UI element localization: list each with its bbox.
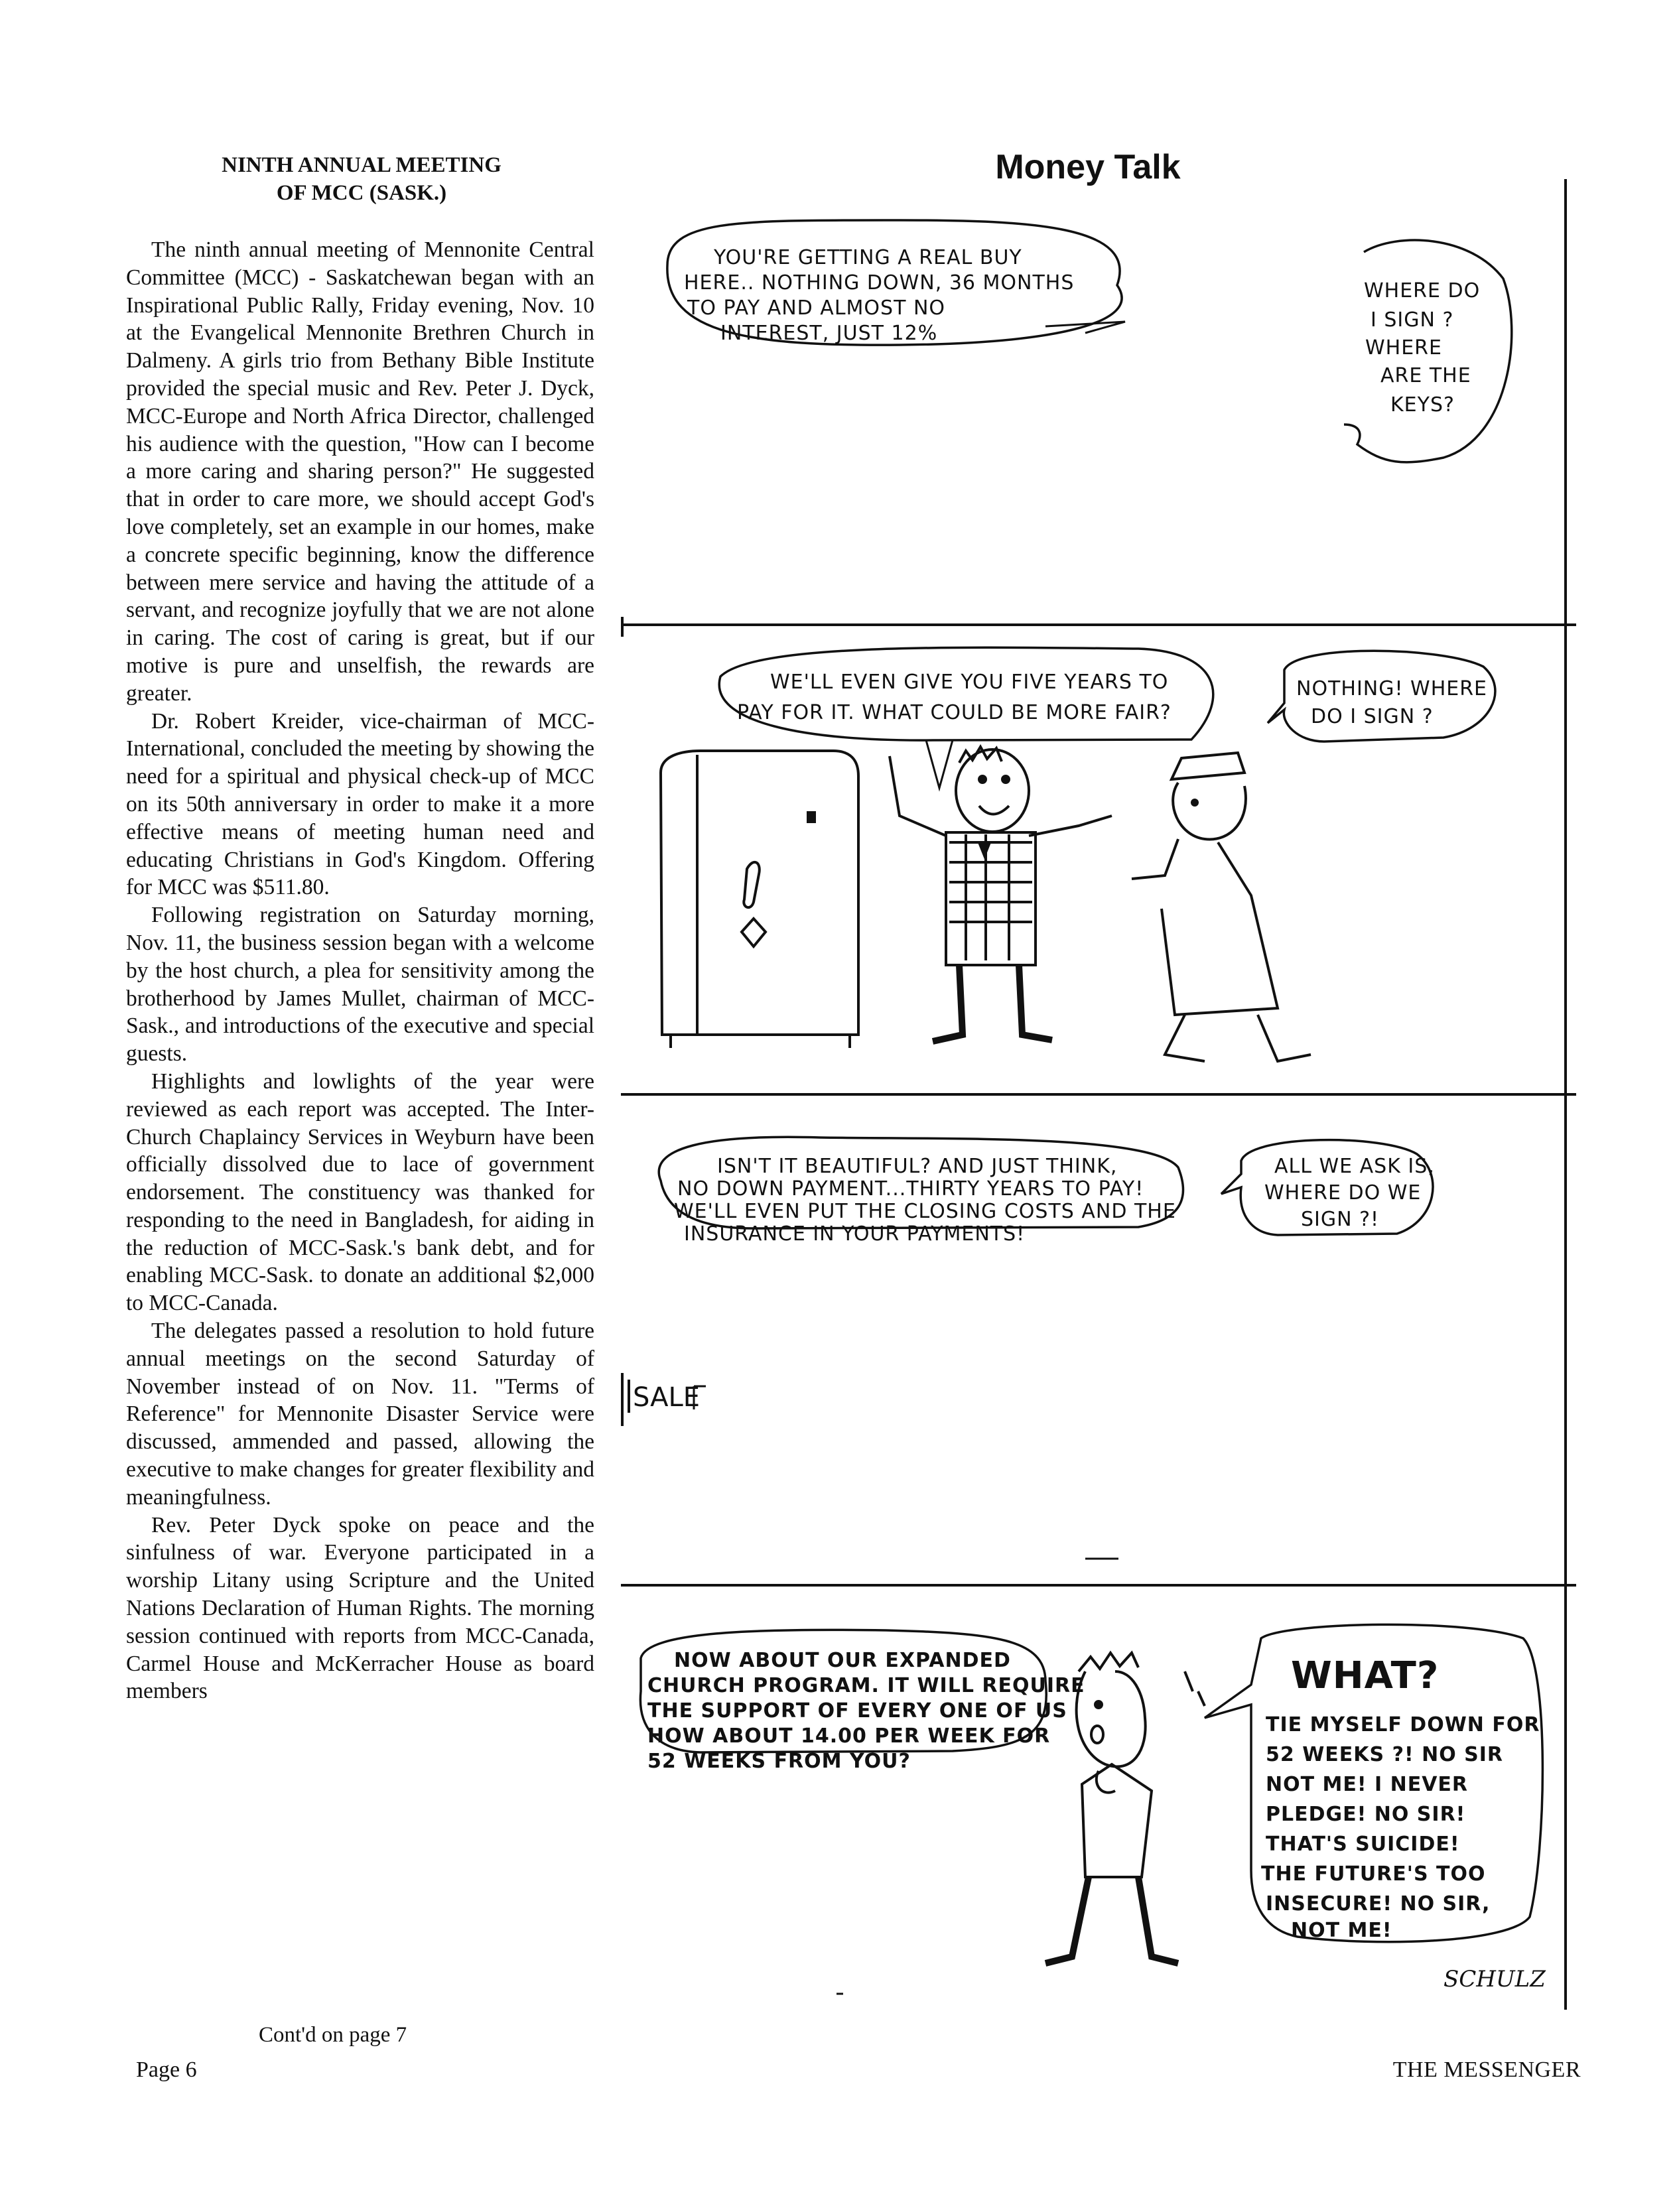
comic-strip <box>621 179 1576 2010</box>
artist-signature: SCHULZ <box>1443 1966 1546 1992</box>
article-paragraph: Following registration on Saturday morning, Nov. 11, the business session began with a welcome by the host church, a plea for sensitivity among the brotherhood by James Mullet, chairman of MCC-Sask., and introductions of the executive and special guests. <box>126 903 594 1067</box>
article-paragraph: Highlights and lowlights of the year were reviewed as each report was accepted. The Inter-Church Chaplaincy Services in Weyburn have been officially dissolved due to lace of government endorsement. The constituency was thanked for responding to the need in Bangladesh, for aiding in the reduction of MCC-Sask.'s bank debt, and for enabling MCC-Sask. to donate an additional $2,000 to MCC-Canada. <box>126 1069 594 1316</box>
bubble-line: YOU'RE GETTING A REAL BUY <box>714 246 1022 269</box>
bubble-line: NOT ME! <box>1291 1919 1392 1942</box>
bubble-line: CHURCH PROGRAM. IT WILL REQUIRE <box>647 1674 1085 1697</box>
bubble-line: TO PAY AND ALMOST NO <box>687 296 945 320</box>
bubble-line: WE'LL EVEN GIVE YOU FIVE YEARS TO <box>770 671 1169 694</box>
bubble-line: ARE THE <box>1380 364 1471 387</box>
bubble-line: WHERE DO <box>1364 279 1481 302</box>
bubble-line: DO I SIGN ? <box>1311 705 1434 728</box>
salesman-drawing <box>890 747 1112 1041</box>
customer-drawing <box>1132 753 1311 1061</box>
panel-2 <box>661 647 1495 1061</box>
bubble-line: INSECURE! NO SIR, <box>1266 1892 1491 1916</box>
bubble-line: NOT ME! I NEVER <box>1266 1773 1469 1796</box>
panel-3 <box>629 1137 1435 1559</box>
comic-title: Money Talk <box>995 148 1181 186</box>
refrigerator-drawing <box>661 751 858 1048</box>
nervous-man-drawing <box>1045 1653 1205 1963</box>
bubble-line: NO DOWN PAYMENT...THIRTY YEARS TO PAY! <box>677 1177 1144 1201</box>
bubble-line: TIE MYSELF DOWN FOR <box>1266 1713 1540 1736</box>
bubble-line: KEYS? <box>1390 393 1455 417</box>
article-paragraph: Dr. Robert Kreider, vice-chairman of MCC-International, concluded the meeting by showing the need for a spiritual and physical check-up of MCC on its 50th anniversary in order to make it a more effective means of meeting human need and educating Christians in God's Kingdom. Offering for MCC was $511.80. <box>126 708 594 900</box>
bubble-line: INTEREST, JUST 12% <box>720 322 938 345</box>
bubble-line: PAY FOR IT. WHAT COULD BE MORE FAIR? <box>737 701 1172 724</box>
bubble-line: PLEDGE! NO SIR! <box>1266 1803 1466 1826</box>
sale-sign: SALE <box>633 1382 701 1413</box>
article-paragraph: Rev. Peter Dyck spoke on peace and the sinfulness of war. Everyone participated in a worship Litany using Scripture and the United Nations Declaration of Human Rights. The morning session continued with reports from MCC-Canada, Carmel House and McKerracher House as board members <box>126 1512 594 1704</box>
bubble-line: NOW ABOUT OUR EXPANDED <box>674 1649 1011 1672</box>
bubble-line: WHERE DO WE <box>1264 1181 1422 1204</box>
page-number: Page 6 <box>136 2057 197 2082</box>
speech-bubble <box>719 647 1213 740</box>
continued-note: Cont'd on page 7 <box>259 2023 407 2047</box>
publication-name: THE MESSENGER <box>1392 2057 1581 2082</box>
panel-4 <box>640 1624 1546 1994</box>
bubble-line: SIGN ?! <box>1301 1208 1380 1231</box>
article-title-line-2: OF MCC (SASK.) <box>276 181 447 205</box>
bubble-line: HOW ABOUT 14.00 PER WEEK FOR <box>647 1724 1051 1748</box>
article-paragraph: The ninth annual meeting of Mennonite Central Committee (MCC) - Saskatchewan began with an Inspirational Public Rally, Friday evening, Nov. 10 at the Evangelical Mennonite Brethren Church in Dalmeny. A girls trio from Bethany Bible Institute provided the special music and Rev. Peter J. Dyck, MCC-Europe and North Africa Director, challenged his audience with the question, "How can I become a more caring and sharing person?" He suggested that in order to care more, we should accept God's love completely, set an example in our homes, make a concrete specific beginning, know the difference between mere service and having the attitude of a servant, and recognize joyfully that we are not alone in caring. The cost of caring is great, but if our motive is pure and unselfish, the rewards are greater. <box>126 237 594 706</box>
bubble-line: THAT'S SUICIDE! <box>1266 1833 1460 1856</box>
article-title-line-1: NINTH ANNUAL MEETING <box>222 153 502 177</box>
bubble-line: INSURANCE IN YOUR PAYMENTS! <box>684 1222 1026 1246</box>
article-paragraph: The delegates passed a resolution to hold future annual meetings on the second Saturday of November instead of on Nov. 11. "Terms of Reference" for Mennonite Disaster Service were discussed, ammended and passed, allowing the executive to make changes for greater flexibility and meaningfulness. <box>126 1319 594 1510</box>
bubble-line: 52 WEEKS FROM YOU? <box>647 1750 911 1773</box>
bubble-line: 52 WEEKS ?! NO SIR <box>1266 1743 1504 1766</box>
comic-svg <box>621 179 1576 2010</box>
panel-1 <box>667 220 1512 462</box>
bubble-line: THE FUTURE'S TOO <box>1261 1862 1486 1886</box>
bubble-line: THE SUPPORT OF EVERY ONE OF US <box>647 1699 1067 1723</box>
article-body <box>126 236 594 1705</box>
bubble-heading: WHAT? <box>1291 1654 1440 1697</box>
bubble-line: WHERE <box>1365 336 1442 359</box>
bubble-line: ISN'T IT BEAUTIFUL? AND JUST THINK, <box>717 1155 1118 1178</box>
bubble-line: WE'LL EVEN PUT THE CLOSING COSTS AND THE <box>674 1200 1176 1223</box>
article-title <box>166 151 557 207</box>
bubble-line: I SIGN ? <box>1371 308 1454 332</box>
bubble-line: NOTHING! WHERE <box>1296 677 1488 700</box>
bubble-line: HERE.. NOTHING DOWN, 36 MONTHS <box>684 271 1075 294</box>
bubble-line: ALL WE ASK IS, <box>1274 1155 1435 1178</box>
